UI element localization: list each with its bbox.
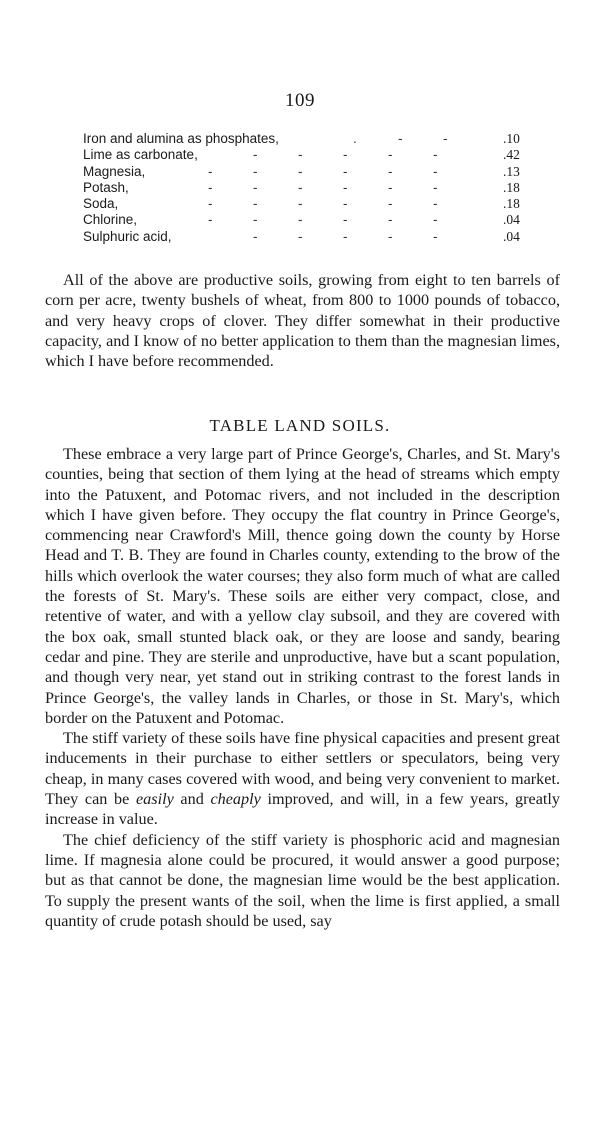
analysis-value: .10 — [503, 131, 520, 146]
analysis-value: .42 — [503, 147, 520, 163]
dot-leader: - - - - - - — [208, 179, 438, 195]
dot-leader: - - - - - — [253, 147, 438, 163]
analysis-label: Sulphuric acid, — [83, 228, 172, 244]
dot-leader: - - - - - - — [208, 163, 438, 179]
analysis-value: .04 — [503, 212, 520, 228]
analysis-row — [83, 131, 553, 147]
analysis-label: Magnesia, — [83, 163, 146, 179]
analysis-row — [83, 164, 553, 180]
section-body — [45, 444, 560, 931]
section-paragraph-2 — [45, 728, 560, 829]
analysis-value: .18 — [503, 179, 520, 195]
page-number: 109 — [285, 90, 315, 111]
paragraph-2-text-a: The stiff variety of these soils have fine physical capacities and present great inducements in their purchase to either settlers or speculators, being very cheap, in many cases covered with wood, and being very convenient to market. They can be — [45, 729, 560, 809]
dot-leader: - - - - - — [253, 228, 438, 244]
analysis-value: .18 — [503, 196, 520, 212]
analysis-value: .04 — [503, 228, 520, 244]
dot-leader: - - - - - - — [208, 212, 438, 228]
analysis-row — [83, 180, 553, 196]
section-paragraph-3: The chief deficiency of the stiff variety is phosphoric acid and magnesian lime. If magnesia alone could be procured, it would answer a good purpose; but as that cannot be done, the magnesian lime would be the best application. To supply the present wants of the soil, when the lime is first applied, a small quantity of crude potash should be used, say — [45, 830, 560, 930]
analysis-row — [83, 229, 553, 245]
emphasis-cheaply: cheaply — [210, 790, 261, 809]
analysis-label: Soda, — [83, 196, 119, 212]
intro-paragraph-block — [45, 270, 560, 371]
section-paragraph-1: These embrace a very large part of Prince George's, Charles, and St. Mary's counties, being that section of them lying at the head of streams which empty into the Patuxent, and Potomac rivers, and not included in the description which I have given before. They occupy the flat country in Prince George's, commencing near Crawford's Mill, thence going down the county by Horse Head and T. B. They are found in Charles county, extending to the brow of the hills which overlook the water courses; they also form much of what are called the forests of St. Mary's. These soils are either very compact, close, and retentive of water, and with a yellow clay subsoil, and they are covered with the box oak, small stunted black oak, or they are loose and sandy, bearing cedar and pine. They are sterile and unproductive, have but a scant population, and though very near, yet stand out in striking contrast to the forest lands in Prince George's, the valley lands in Charles, or those in St. Mary's, which border on the Patuxent and Potomac. — [45, 445, 560, 727]
analysis-row — [83, 147, 553, 163]
section-heading: TABLE LAND SOILS. — [209, 416, 391, 435]
paragraph-2-text-and: and — [173, 790, 211, 809]
emphasis-easily: easily — [136, 790, 174, 809]
analysis-label: Lime as carbonate, — [83, 147, 198, 163]
analysis-value: .13 — [503, 163, 520, 179]
soil-analysis-table — [83, 131, 553, 245]
analysis-row — [83, 212, 553, 228]
analysis-label: Chlorine, — [83, 212, 138, 228]
intro-paragraph: All of the above are productive soils, growing from eight to ten barrels of corn per acre, twenty bushels of wheat, from 800 to 1000 pounds of tobacco, and very heavy crops of clover. They differ somewhat in their productive capacity, and I know of no better application to them than the magnesian limes, which I have before recommended. — [45, 271, 560, 371]
dot-leader: - - - - - - — [208, 196, 438, 212]
paragraph-2-text-b: improved, and will, in a few years, greatly increase in value. — [45, 790, 560, 829]
analysis-label: Potash, — [83, 179, 129, 195]
analysis-label: Iron and alumina as phosphates, — [83, 131, 279, 146]
analysis-row — [83, 196, 553, 212]
dot-leader: . - - — [353, 131, 448, 146]
